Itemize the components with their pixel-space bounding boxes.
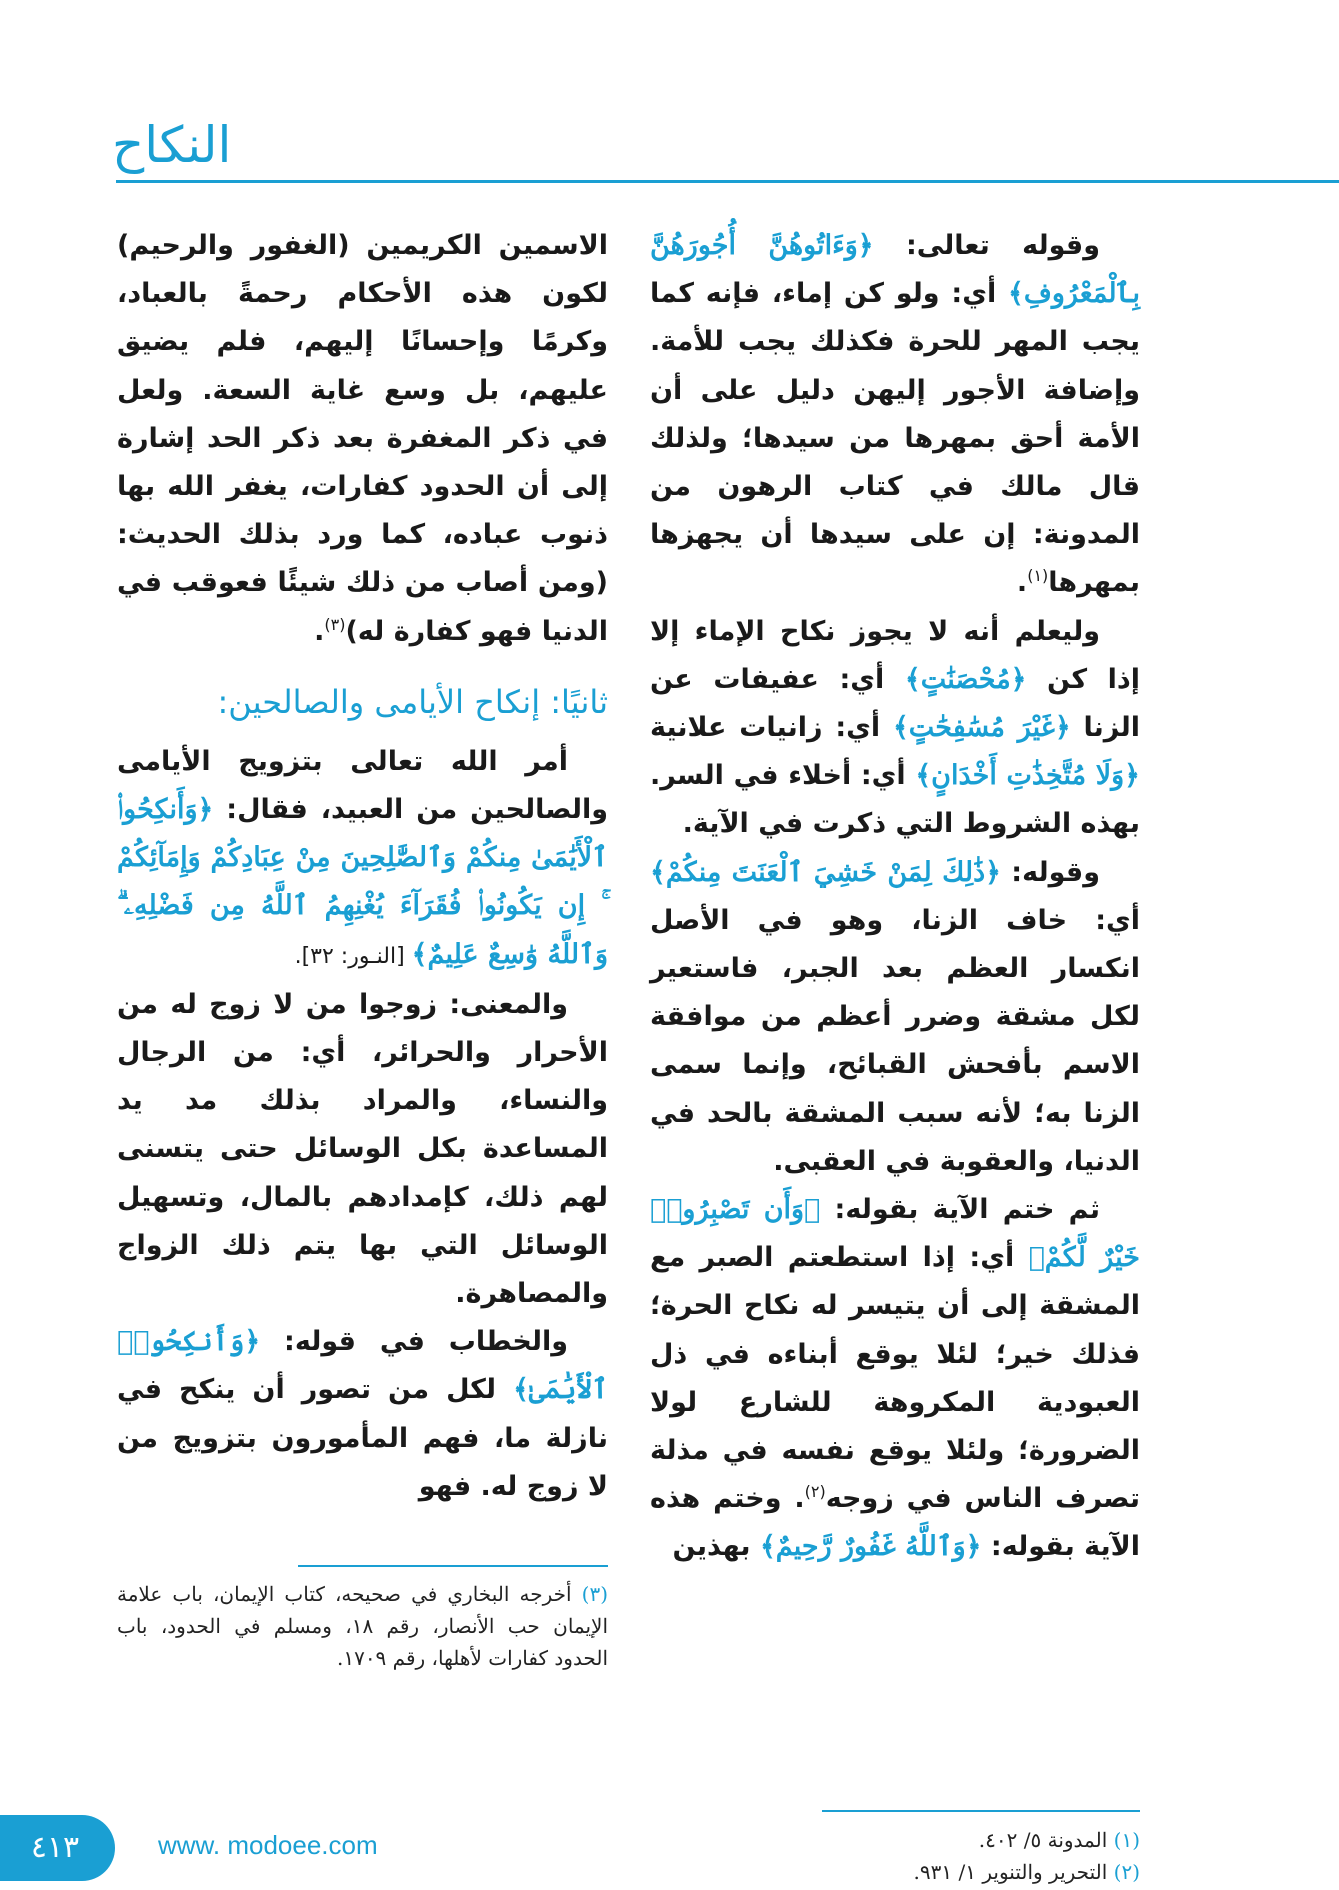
footnote (117, 1578, 608, 1674)
body-text: بهذين (672, 1531, 760, 1563)
footnote-text: المدونة ٥/ ٤٠٢. (978, 1828, 1114, 1852)
website-link[interactable]: www. modoee.com (158, 1830, 378, 1860)
footnote-text: أخرجه البخاري في صحيحه، كتاب الإيمان، باب علامة الإيمان حب الأنصار، رقم ١٨، ومسلم في الحدود، باب الحدود كفارات لأهلها، رقم ١٧٠٩. (117, 1582, 608, 1670)
left-column (117, 222, 608, 1511)
body-text: والخطاب في قوله: (260, 1326, 568, 1358)
right-column (650, 222, 1140, 1572)
quran-verse: ﴿وَٱللَّهُ غَفُورٌ رَّحِيمٌ﴾ (759, 1531, 982, 1563)
footnote-marker[interactable]: (٢) (804, 1482, 826, 1502)
body-text: الاسمين الكريمين (الغفور والرحيم) لكون هذه الأحكام رحمةً بالعباد، وكرمًا وإحسانًا إليهم، فلم يضيق عليهم، بل وسع غاية السعة. ولعل في ذكر المغفرة بعد ذكر الحد إشارة إلى أن الحدود كفارات، يغفر الله بها ذنوب عباده، كما ورد بذلك الحديث: (ومن أصاب من ذلك شيئًا فعوقب في الدنيا فهو كفارة له) (117, 230, 608, 647)
paragraph (117, 738, 608, 981)
body-text: أي: زانيات علانية (650, 712, 893, 744)
body-text: أي: أخلاء في السر. بهذه الشروط التي ذكرت في الآية. (650, 760, 1140, 840)
footnote (700, 1856, 1140, 1888)
paragraph (650, 608, 1140, 849)
quran-verse: ﴿وَلَا مُتَّخِذَٰتِ أَخْدَانٍ﴾ (915, 760, 1140, 792)
body-text: أمر الله تعالى بتزويج الأيامى والصالحين من العبيد، فقال: (117, 745, 608, 826)
body-text: . وختم هذه الآية بقوله: (650, 1483, 1140, 1563)
footnote-divider (298, 1565, 608, 1567)
body-text: لكل من تصور أن ينكح في نازلة ما، فهم المأمورون بتزويج من لا زوج له. فهو (117, 1374, 608, 1502)
quran-verse: ﴿غَيْرَ مُسَٰفِحَٰتٍ﴾ (892, 712, 1071, 744)
body-text: وقوله تعالى: (873, 230, 1100, 261)
header-divider (116, 180, 1339, 183)
body-text: ثم ختم الآية بقوله: (820, 1194, 1100, 1226)
body-text: أي: خاف الزنا، وهو في الأصل انكسار العظم بعد الجبر، فاستعير لكل مشقة وضرر أعظم من موافقة الاسم بأفحش القبائح، وإنما سمى الزنا به؛ لأنه سبب المشقة بالحد في الدنيا، والعقوبة في العقبى. (650, 904, 1140, 1177)
paragraph: والمعنى: زوجوا من لا زوج له من الأحرار والحرائر، أي: من الرجال والنساء، والمراد بذلك مد يد المساعدة بكل الوسائل حتى يتسنى لهم ذلك، كإمدادهم بالمال، وتسهيل الوسائل التي بها يتم ذلك الزواج والمصاهرة. (117, 988, 608, 1310)
footnote-marker[interactable]: (١) (1027, 566, 1049, 586)
body-text: أي: عفيفات عن الزنا (650, 663, 1140, 744)
quran-verse: ﴿وَأَنكِحُوا۟ ٱلْأَيَٰمَىٰ مِنكُمْ وَٱلصَّٰلِحِينَ مِنْ عِبَادِكُمْ وَإِمَآئِكُمْ ۚ إِن يَكُونُوا۟ فُقَرَآءَ يُغْنِهِمُ ٱللَّهُ مِن فَضْلِهِۦ ۗ وَٱللَّهُ وَٰسِعٌ عَلِيمٌ﴾ (117, 794, 608, 970)
body-text: وقوله: (1000, 856, 1100, 888)
quran-verse: ﴿مُحْصَنَٰتٍ﴾ (904, 663, 1027, 695)
body-text: أي: ولو كن إماء، فإنه كما يجب المهر للحرة فكذلك يجب للأمة. وإضافة الأجور إليهن دليل على أن الأمة أحق بمهرها من سيدها؛ ولذلك قال مالك في كتاب الرهون من المدونة: إن على سيدها أن يجهزها بمهرها (650, 278, 1140, 599)
verse-reference: [النـور: ٣٢]. (294, 943, 412, 969)
section-heading: ثانيًا: إنكاح الأيامى والصالحين: (217, 682, 608, 721)
paragraph (117, 222, 608, 656)
footnote-divider (822, 1810, 1140, 1812)
body-text: أي: إذا استطعتم الصبر مع المشقة إلى أن يتيسر له نكاح الحرة؛ فذلك خير؛ لئلا يوقع أبناءه في ذل العبودية المكروهة للشارع لولا الضرورة؛ ولئلا يوقع نفسه في مذلة تصرف الناس في زوجه (650, 1242, 1141, 1515)
quran-verse: ﴿وَءَاتُوهُنَّ أُجُورَهُنَّ بِٱلْمَعْرُوفِ﴾ (650, 230, 1140, 310)
footnotes-right (700, 1824, 1140, 1888)
footnote-number: (٣) (581, 1582, 608, 1606)
paragraph (650, 222, 1140, 608)
footnote (700, 1824, 1140, 1856)
footnote-number: (١) (1113, 1828, 1140, 1852)
body-text: . (1016, 567, 1028, 599)
footnote-text: التحرير والتنوير ١/ ٩٣١. (913, 1860, 1114, 1884)
footnote-marker[interactable]: (٣) (324, 614, 346, 634)
paragraph (650, 1186, 1140, 1572)
quran-verse: ﴿ذَٰلِكَ لِمَنْ خَشِيَ ٱلْعَنَتَ مِنكُمْ﴾ (650, 856, 1001, 888)
chapter-title: النكاح (112, 116, 232, 174)
paragraph (117, 1318, 608, 1511)
footnotes-left (117, 1578, 608, 1674)
quran-verse: ﴿وَأَن تَصْبِرُوا۟ خَيْرٌ لَّكُمْ﴾ (650, 1194, 1140, 1274)
body-text: . (314, 615, 325, 647)
page-number: ٤١٣ (30, 1830, 80, 1865)
paragraph (650, 849, 1140, 1186)
body-text: وليعلم أنه لا يجوز نكاح الإماء إلا إذا كن (650, 615, 1140, 695)
footnote-number: (٢) (1113, 1860, 1140, 1884)
quran-verse: ﴿وَأَنكِحُوا۟ ٱلْأَيَٰمَىٰ﴾ (117, 1326, 608, 1406)
